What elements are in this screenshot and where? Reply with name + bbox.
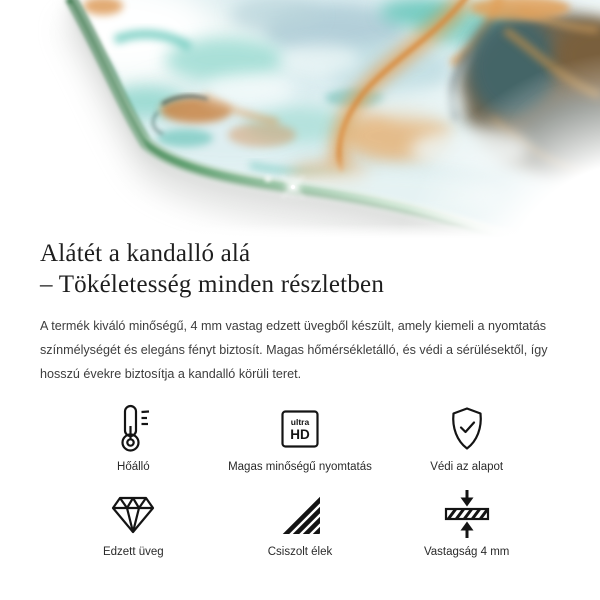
svg-text:ultra: ultra	[290, 417, 310, 427]
shield-check-icon	[446, 404, 488, 454]
title-line-1: Alátét a kandalló alá	[40, 240, 251, 267]
feature-grid	[40, 404, 560, 558]
description-line: A termék kiváló minőségű, 4 mm vastag edzett üvegből készült, amely kiemeli a nyomtatás	[40, 319, 547, 333]
feature-label: Edzett üveg	[102, 546, 164, 558]
diamond-icon	[110, 489, 156, 539]
feature-heat-resistant	[50, 404, 217, 473]
feature-label: Vastagság 4 mm	[423, 546, 510, 558]
svg-text:HD: HD	[290, 427, 310, 442]
feature-protects-base	[383, 404, 550, 473]
product-description-section	[0, 238, 600, 558]
thickness-icon	[444, 489, 490, 539]
title-line-2: – Tökéletesség minden részletben	[40, 271, 385, 298]
feature-label: Magas minőségű nyomtatás	[228, 461, 372, 473]
product-description	[40, 314, 560, 386]
feature-label: Hőálló	[117, 461, 150, 473]
feature-label: Védi az alapot	[430, 461, 504, 473]
feature-polished-edges	[217, 489, 384, 558]
feature-thickness	[383, 489, 550, 558]
product-hero-image	[0, 0, 600, 238]
feature-ultra-hd-print	[217, 404, 384, 473]
bottom-right-fade	[370, 30, 600, 238]
feature-label: Csiszolt élek	[267, 546, 333, 558]
polished-edges-icon	[278, 489, 322, 539]
thermometer-icon	[115, 404, 151, 454]
description-line: színmélységét és elegáns fényt biztosít. Magas hőmérsékletálló, és védi a sérülésektől, így	[40, 343, 548, 357]
feature-tempered-glass	[50, 489, 217, 558]
ultra-hd-icon	[280, 404, 320, 454]
glass-plate-illustration	[0, 0, 600, 238]
description-line: hosszú évekre biztosítja a kandalló körüli teret.	[40, 367, 302, 381]
bottom-fade	[0, 224, 600, 238]
page-title	[40, 238, 560, 300]
